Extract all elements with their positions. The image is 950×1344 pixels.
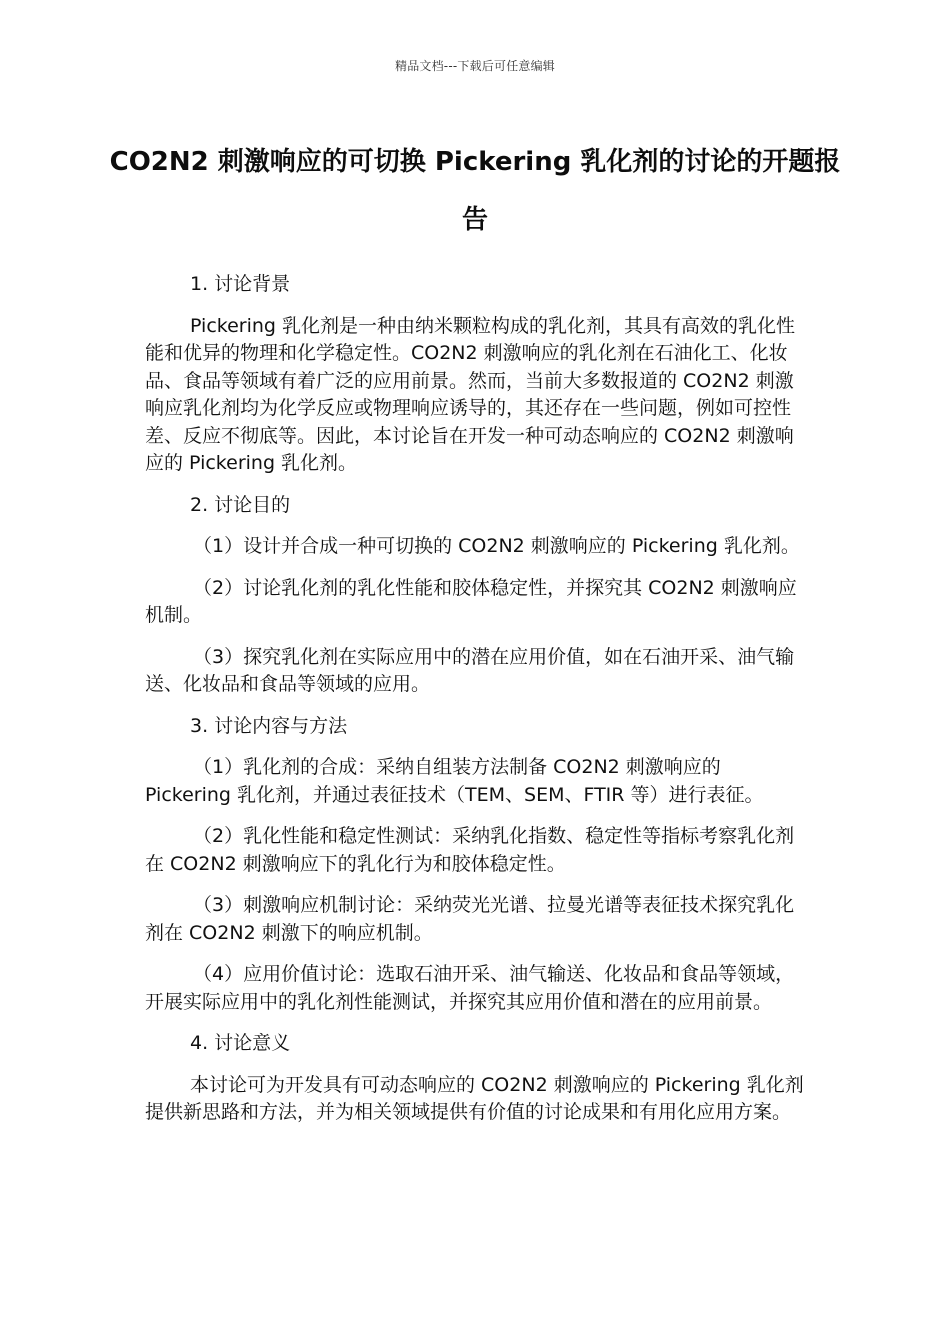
- document-title: CO2N2 刺激响应的可切换 Pickering 乳化剂的讨论的开题报告: [109, 147, 841, 235]
- method-item-4: （4）应用价值讨论：选取石油开采、油气输送、化妆品和食品等领域，开展实际应用中的乳化剂性能测试，并探究其应用价值和潜在的应用前景。: [145, 963, 795, 1013]
- document-body: [145, 271, 810, 1141]
- purpose-item-1: （1）设计并合成一种可切换的 CO2N2 刺激响应的 Pickering 乳化剂。: [193, 535, 800, 557]
- page-header: 精品文档---下载后可任意编辑: [395, 59, 555, 73]
- purpose-item-3: （3）探究乳化剂在实际应用中的潜在应用价值，如在石油开采、油气输送、化妆品和食品等领域的应用。: [145, 645, 795, 695]
- section-heading-content-methods: 3. 讨论内容与方法: [190, 714, 348, 737]
- significance-paragraph: 本讨论可为开发具有可动态响应的 CO2N2 刺激响应的 Pickering 乳化剂提供新思路和方法，并为相关领域提供有价值的讨论成果和有用化应用方案。: [145, 1073, 804, 1123]
- purpose-item-2: （2）讨论乳化剂的乳化性能和胶体稳定性，并探究其 CO2N2 刺激响应机制。: [145, 576, 797, 626]
- section-heading-significance: 4. 讨论意义: [190, 1032, 291, 1054]
- method-item-2: （2）乳化性能和稳定性测试：采纳乳化指数、稳定性等指标考察乳化剂在 CO2N2 刺激响应下的乳化行为和胶体稳定性。: [145, 825, 795, 875]
- section-heading-background: 1. 讨论背景: [190, 273, 291, 295]
- background-paragraph: Pickering 乳化剂是一种由纳米颗粒构成的乳化剂，其具有高效的乳化性能和优异的物理和化学稳定性。CO2N2 刺激响应的乳化剂在石油化工、化妆品、食品等领域有着广泛的应用前景。然而，当前大多数报道的 CO2N2 刺激响应乳化剂均为化学反应或物理响应诱导的，其还存在一些问题，例如可控性差、反应不彻底等。因此，本讨论旨在开发一种可动态响应的 CO2N2 刺激响应的 Pickering 乳化剂。: [145, 314, 796, 474]
- method-item-3: （3）刺激响应机制讨论：采纳荧光光谱、拉曼光谱等表征技术探究乳化剂在 CO2N2 刺激下的响应机制。: [145, 894, 795, 944]
- section-heading-purpose: 2. 讨论目的: [190, 493, 291, 516]
- method-item-1: （1）乳化剂的合成：采纳自组装方法制备 CO2N2 刺激响应的 Pickering 乳化剂，并通过表征技术（TEM、SEM、FTIR 等）进行表征。: [145, 756, 764, 806]
